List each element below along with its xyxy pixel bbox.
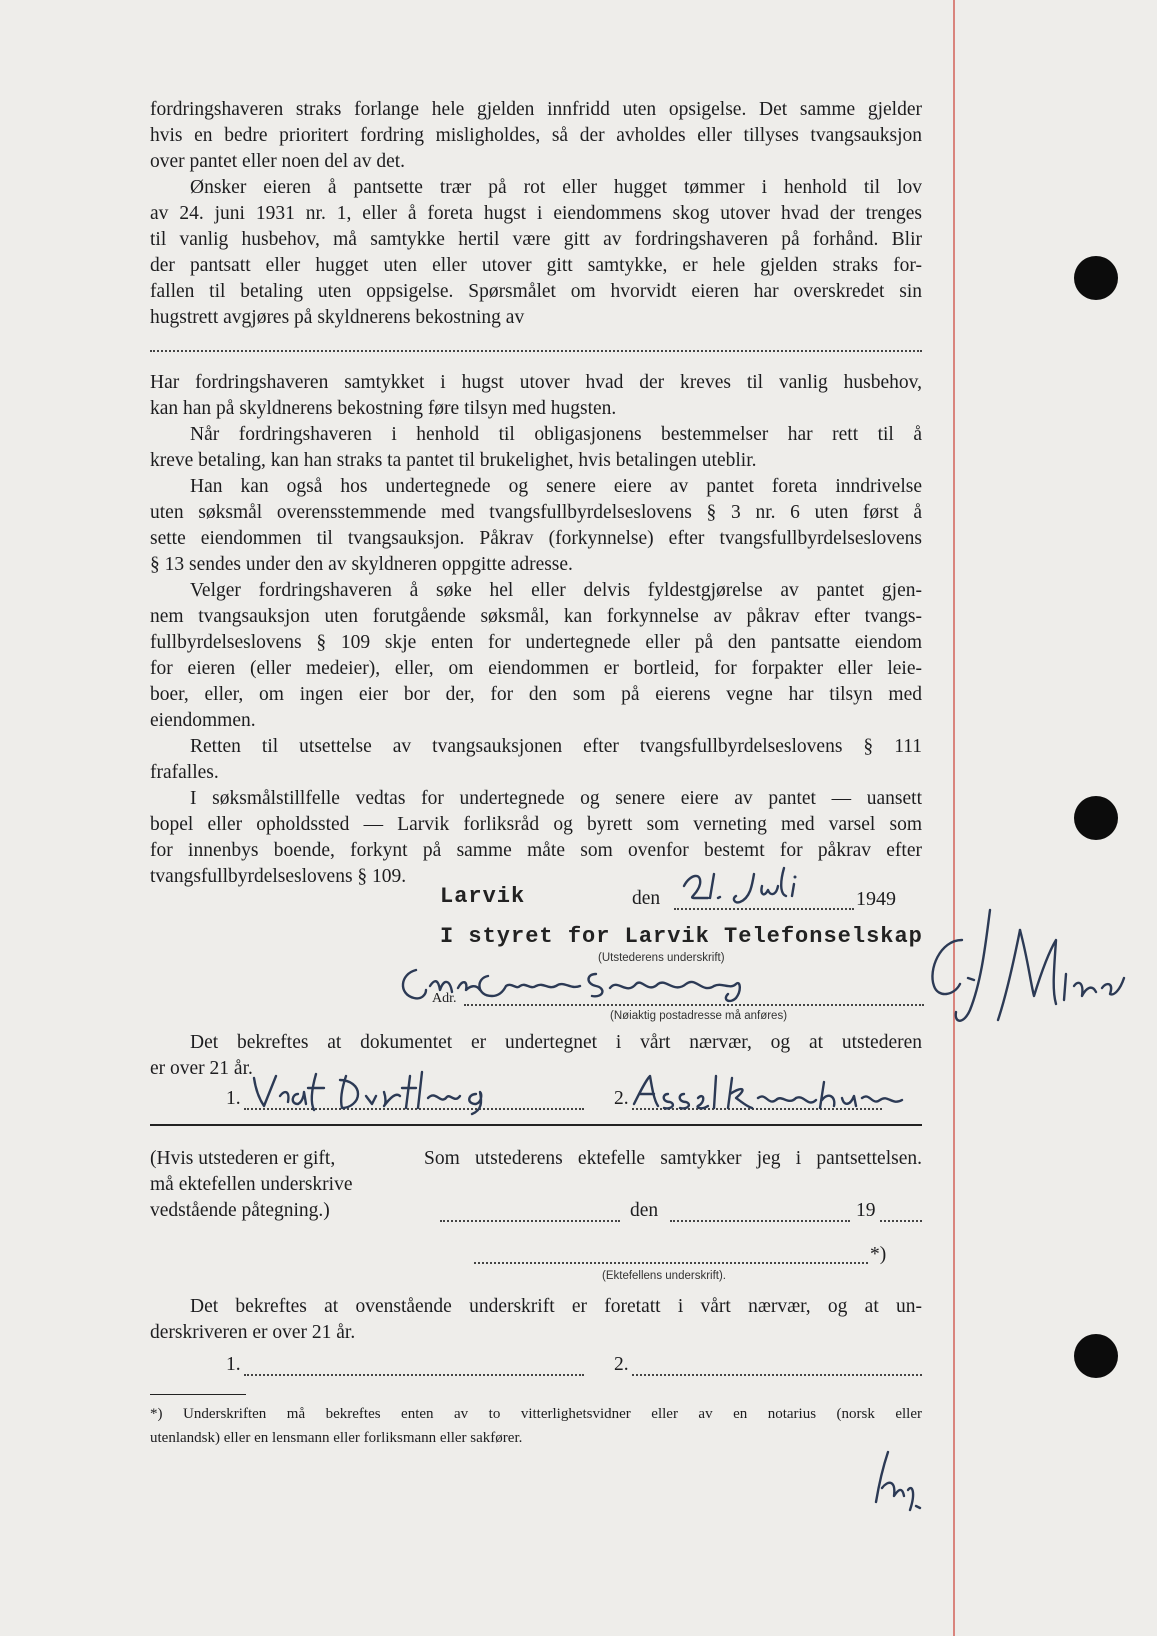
text-line: sette eiendommen til tvangsauksjon. Påkrav (forkynnelse) efter tvangsfullbyrdelseslovens (150, 528, 922, 549)
den-label: den (632, 888, 661, 909)
footnote-line: *) Underskriften må bekreftes enten av to vitterlighetsvidner eller av en notarius (norsk eller (150, 1406, 922, 1422)
text-line: eiendommen. (150, 710, 256, 731)
text-line: kreve betaling, kan han straks ta pantet til brukelighet, hvis betalingen uteblir. (150, 450, 757, 471)
place-typed: Larvik (440, 884, 526, 909)
addr-label: Adr. (432, 991, 457, 1006)
footnote-line: utenlandsk) eller en lensmann eller forliksmann eller sakfører. (150, 1430, 523, 1446)
text-line: § 13 sendes under den av skyldneren oppgitte adresse. (150, 554, 573, 575)
text-line: Det bekreftes at dokumentet er undertegnet i vårt nærvær, og at utstederen (190, 1032, 922, 1053)
dotted-fill-line (150, 350, 922, 352)
witness-1-line (244, 1374, 584, 1376)
punch-hole (1074, 796, 1118, 840)
spouse-den-label: den (630, 1200, 659, 1221)
spouse-year-line (880, 1220, 922, 1222)
witness-number-1: 1. (226, 1354, 241, 1375)
punch-hole (1074, 256, 1118, 300)
issuer-caption: (Utstederens underskrift) (598, 952, 725, 964)
text-line: bopel eller opholdssted — Larvik forliksråd og byrett som verneting med varsel som (150, 814, 922, 835)
spouse-note-line: vedstående påtegning.) (150, 1200, 330, 1221)
text-line: er over 21 år. (150, 1058, 253, 1079)
text-line: Det bekreftes at ovenstående underskrift er foretatt i vårt nærvær, og at un- (190, 1296, 922, 1317)
handwritten-date (680, 864, 830, 904)
address-caption: (Nøiaktig postadresse må anføres) (610, 1010, 788, 1022)
separator-rule (150, 1124, 922, 1126)
text-line: Har fordringshaveren samtykket i hugst utover hvad der kreves til vanlig husbehov, (150, 372, 922, 393)
signature-board-member (910, 900, 1130, 1050)
date-fill-line (674, 908, 854, 910)
punch-hole (1074, 1334, 1118, 1378)
text-line: av 24. juni 1931 nr. 1, eller å foreta hugst i eiendommens skog utover hvad der trenges (150, 203, 922, 224)
text-line: over pantet eller noen del av det. (150, 151, 406, 172)
signature-witness-1 (250, 1068, 550, 1114)
text-line: fallen til betaling uten oppsigelse. Spørsmålet om hvorvidt eieren har overskredet sin (150, 281, 922, 302)
spouse-consent-text: Som utstederens ektefelle samtykker jeg i pantsettelsen. (424, 1148, 922, 1169)
clerk-initials (868, 1446, 928, 1516)
witness-2-line (632, 1374, 922, 1376)
text-line: Han kan også hos undertegnede og senere eiere av pantet foreta inndrivelse (190, 476, 922, 497)
spouse-note-line: må ektefellen underskrive (150, 1174, 353, 1195)
year: 1949 (856, 888, 896, 910)
text-line: Retten til utsettelse av tvangsauksjonen efter tvangsfullbyrdelseslovens § 111 (190, 736, 922, 757)
signature-witness-2 (632, 1072, 912, 1112)
footnote-marker: *) (870, 1244, 887, 1265)
text-line: Når fordringshaveren i henhold til obligasjonens bestemmelser har rett til å (190, 424, 922, 445)
text-line: til vanlig husbehov, må samtykke hertil være gitt av fordringshaveren på forhånd. Blir (150, 229, 922, 250)
witness-number-2: 2. (614, 1088, 629, 1109)
signature-issuer (396, 960, 896, 1010)
address-fill-line (464, 1004, 924, 1006)
text-line: frafalles. (150, 762, 219, 783)
witness-number-2: 2. (614, 1354, 629, 1375)
board-typed-line: I styret for Larvik Telefonselskap (440, 924, 923, 949)
text-line: for eieren (eller medeier), eller, om eiendommen er bortleid, for forpakter eller leie- (150, 658, 922, 679)
footnote-rule (150, 1394, 246, 1395)
text-line: fordringshaveren straks forlange hele gjelden innfridd uten opsigelse. Det samme gjelder (150, 99, 922, 120)
spouse-signature-line (474, 1262, 868, 1264)
margin-rule (953, 0, 955, 1636)
text-line: nem tvangsauksjon uten forutgående søksmål, kan forkynnelse av påkrav efter tvangs- (150, 606, 922, 627)
spouse-date-line (670, 1220, 850, 1222)
text-line: Velger fordringshaveren å søke hel eller delvis fyldestgjørelse av pantet gjen- (190, 580, 922, 601)
text-line: uten søksmål overensstemmende med tvangsfullbyrdelseslovens § 3 nr. 6 uten først å (150, 502, 922, 523)
text-line: hugstrett avgjøres på skyldnerens bekostning av (150, 307, 525, 328)
spouse-year-prefix: 19 (856, 1200, 876, 1221)
text-line: Ønsker eieren å pantsette trær på rot eller hugget tømmer i henhold til lov (190, 177, 922, 198)
spouse-place-line (440, 1220, 620, 1222)
text-line: hvis en bedre prioritert fordring misligholdes, så der avholdes eller tillyses tvangsauksjon (150, 125, 922, 146)
text-line: kan han på skyldnerens bekostning føre tilsyn med hugsten. (150, 398, 617, 419)
text-line: der pantsatt eller hugget uten eller utover gitt samtykke, er hele gjelden straks for- (150, 255, 922, 276)
text-line: boer, eller, om ingen eier bor der, for den som på eierens vegne har tilsyn med (150, 684, 922, 705)
spouse-note-line: (Hvis utstederen er gift, (150, 1148, 336, 1169)
text-line: I søksmålstillfelle vedtas for undertegnede og senere eiere av pantet — uansett (190, 788, 922, 809)
text-line: tvangsfullbyrdelseslovens § 109. (150, 866, 407, 887)
spouse-caption: (Ektefellens underskrift). (602, 1270, 726, 1282)
witness-number-1: 1. (226, 1088, 241, 1109)
text-line: derskriveren er over 21 år. (150, 1322, 356, 1343)
text-line: for innenbys boende, forkynt på samme måte som ovenfor bestemt for påkrav efter (150, 840, 922, 861)
text-line: fullbyrdelseslovens § 109 skje enten for undertegnede eller på den pantsatte eiendom (150, 632, 922, 653)
